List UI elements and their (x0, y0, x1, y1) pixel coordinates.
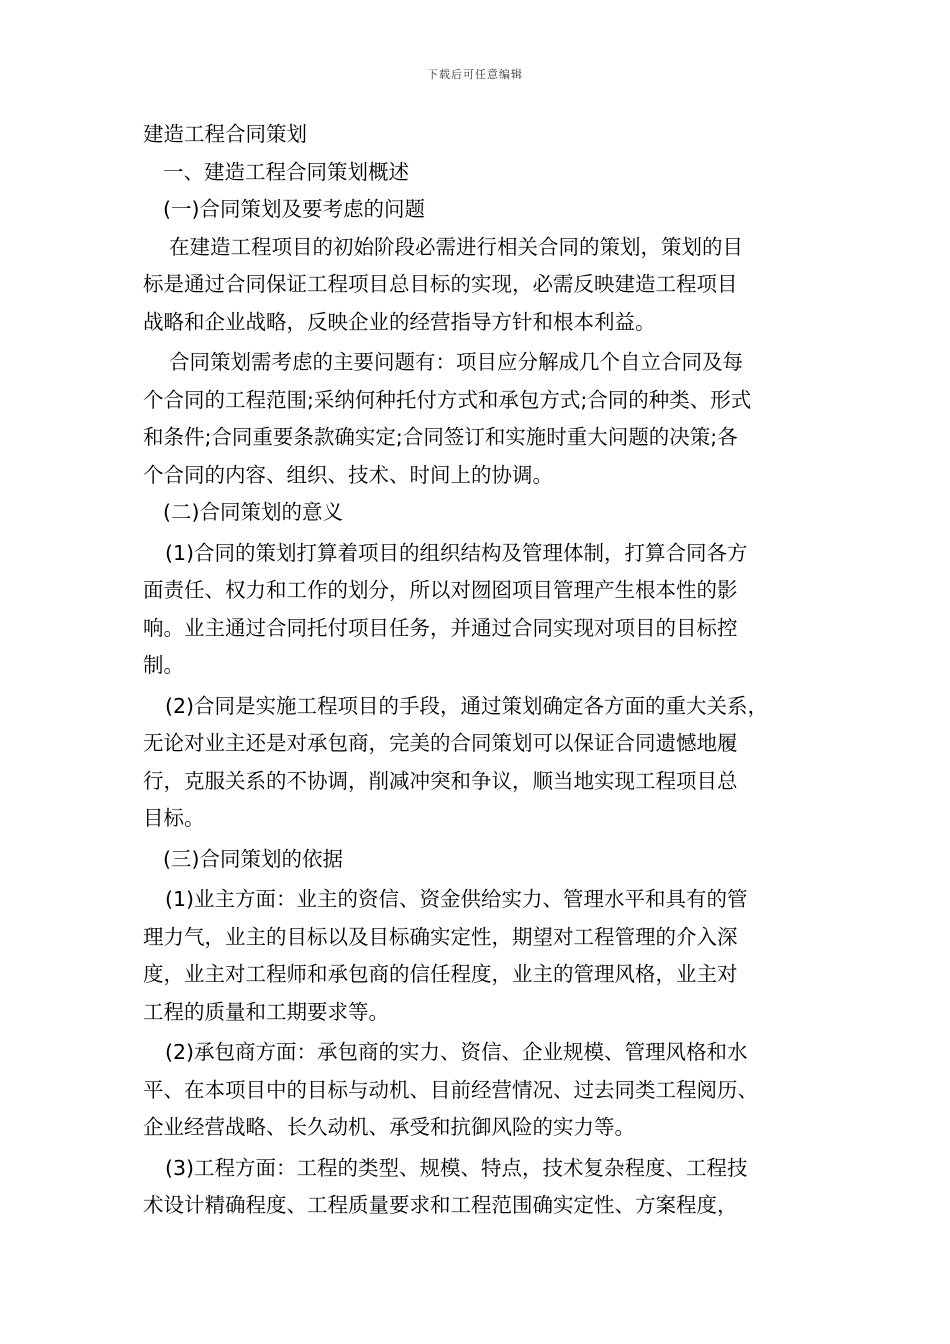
paragraph-line: 面责任、权力和工作的划分，所以对囫囵项目管理产生根本性的影 (143, 578, 738, 602)
paragraph-line: (2)承包商方面：承包商的实力、资信、企业规模、管理风格和水 (165, 1040, 748, 1064)
section-heading: 一、建造工程合同策划概述 (163, 159, 409, 184)
paragraph-line: 理力气，业主的目标以及目标确实定性，期望对工程管理的介入深 (143, 924, 738, 949)
paragraph-line: 在建造工程项目的初始阶段必需进行相关合同的策划，策划的目 (169, 234, 743, 259)
paragraph-line: 个合同的工程范围;采纳何种托付方式和承包方式;合同的种类、形式 (143, 387, 752, 412)
paragraph-line: 平、在本项目中的目标与动机、目前经营情况、过去同类工程阅历、 (143, 1077, 758, 1102)
paragraph-line: (1)业主方面：业主的资信、资金供给实力、管理水平和具有的管 (165, 887, 748, 911)
subsection-heading: (一)合同策划及要考虑的问题 (163, 197, 425, 221)
paragraph-line: 度，业主对工程师和承包商的信任程度，业主的管理风格，业主对 (143, 962, 738, 986)
paragraph-line: 目标。 (143, 806, 205, 830)
paragraph-line: 企业经营战略、长久动机、承受和抗御风险的实力等。 (143, 1115, 635, 1139)
paragraph-line: (3)工程方面：工程的类型、规模、特点，技术复杂程度、工程技 (165, 1155, 748, 1180)
subsection-heading: (三)合同策划的依据 (163, 846, 343, 871)
paragraph-line: 合同策划需考虑的主要问题有：项目应分解成几个自立合同及每 (169, 350, 743, 374)
paragraph-line: 行，克服关系的不协调，削减冲突和争议，顺当地实现工程项目总 (143, 768, 738, 793)
paragraph-line: 工程的质量和工期要求等。 (143, 999, 389, 1024)
document-title: 建造工程合同策划 (143, 122, 307, 146)
paragraph-line: 无论对业主还是对承包商，完美的合同策划可以保证合同遗憾地履 (143, 731, 738, 755)
page-header: 下载后可任意编辑 (427, 68, 523, 81)
paragraph-line: (1)合同的策划打算着项目的组织结构及管理体制，打算合同各方 (165, 540, 748, 565)
subsection-heading: (二)合同策划的意义 (163, 500, 343, 524)
paragraph-line: 响。业主通过合同托付项目任务，并通过合同实现对项目的目标控 (143, 615, 738, 640)
paragraph-line: 标是通过合同保证工程项目总目标的实现，必需反映建造工程项目 (143, 272, 738, 296)
paragraph-line: 制。 (143, 653, 184, 677)
paragraph-line: 战略和企业战略，反映企业的经营指导方针和根本利益。 (143, 309, 656, 334)
paragraph-line: 和条件;合同重要条款确实定;合同签订和实施时重大问题的决策;各 (143, 425, 738, 449)
paragraph-line: 个合同的内容、组织、技术、时间上的协调。 (143, 462, 553, 487)
paragraph-line: 术设计精确程度、工程质量要求和工程范围确实定性、方案程度， (143, 1193, 738, 1217)
paragraph-line: (2)合同是实施工程项目的手段，通过策划确定各方面的重大关系， (165, 693, 769, 718)
document-body (143, 116, 823, 1225)
